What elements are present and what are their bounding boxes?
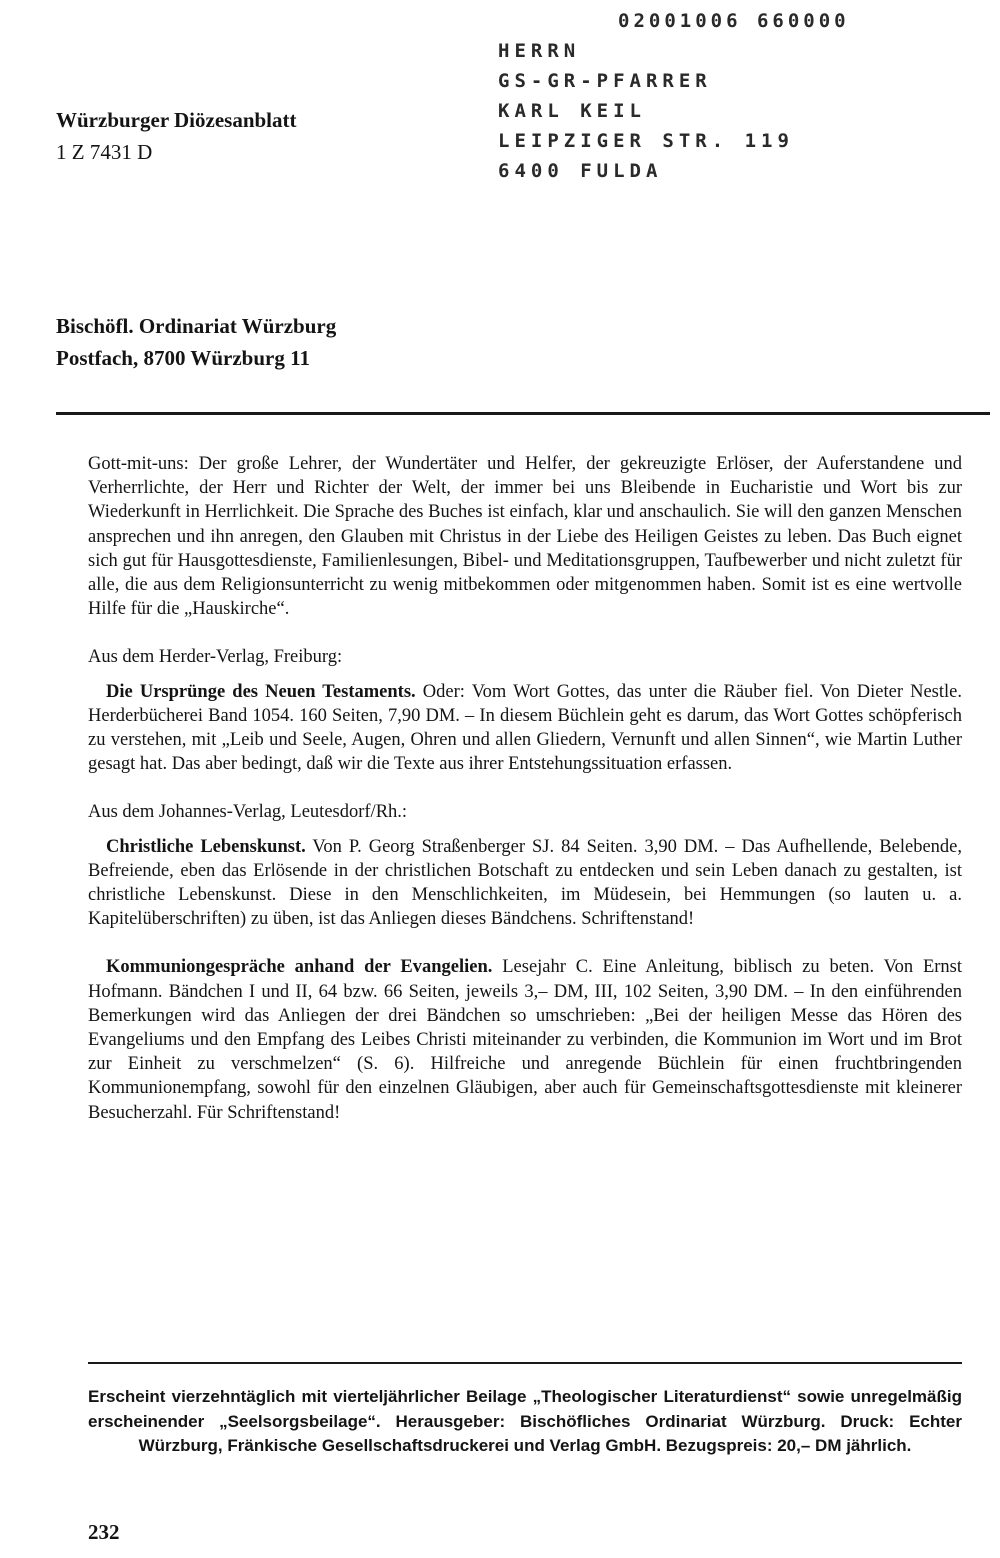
book-review-2 xyxy=(88,835,962,932)
book-text-1: Oder: Vom Wort Gottes, das unter die Räuber fiel. Von Dieter Nestle. Herderbücherei Band 1054. 160 Seiten, 7,90 DM. – In diesem Büchlein geht es darum, das Wort Gottes schöpferisch zu verstehen, mit „Leib und Seele, Augen, Ohren und allen Gliedern, Vernunft und allen Sinnen“, wie Martin Luther gesagt hat. Das aber bedingt, daß wir die Texte aus ihrer Entstehungssituation erfassen. xyxy=(88,681,962,775)
body-text xyxy=(88,452,962,1149)
page-number: 232 xyxy=(88,1520,120,1544)
sender-line-2: Postfach, 8700 Würzburg 11 xyxy=(56,346,310,370)
book-review-1 xyxy=(88,680,962,777)
address-line-4: LEIPZIGER STR. 119 xyxy=(498,130,794,152)
address-line-1: HERRN xyxy=(498,40,581,62)
publication-header xyxy=(56,104,297,168)
address-line-3: KARL KEIL xyxy=(498,100,646,122)
book-review-3 xyxy=(88,955,962,1124)
intro-paragraph: Gott-mit-uns: Der große Lehrer, der Wundertäter und Helfer, der gekreuzigte Erlöser, der Auferstandene und Verherrlichte, der Herr und Richter der Welt, der immer bei uns Bleibende in Eucharistie und Wort bis zur Wiederkunft in Herrlichkeit. Die Sprache des Buches ist einfach, klar und anschaulich. Sie will den ganzen Menschen ansprechen und ihn anregen, den Glauben mit Christus in der Liebe des Heiligen Geistes zu leben. Das Buch eignet sich gut für Hausgottesdienste, Familienlesungen, Bibel- und Meditationsgruppen, Taufbewerber und nicht zuletzt für alle, die aus dem Religionsunterricht zu wenig mitbekommen oder mitgenommen haben. Somit ist es eine wertvolle Hilfe für die „Hauskirche“. xyxy=(88,454,962,620)
book-text-3: Lesejahr C. Eine Anleitung, biblisch zu beten. Von Ernst Hofmann. Bändchen I und II, 64 bzw. 66 Seiten, jeweils 3,– DM, III, 102 Seiten, 3,90 DM. – In den einführenden Bemerkungen wird das Anliegen der drei Bändchen so umschrieben: „Bei der heiligen Messe das Hören des Evangeliums und den Empfang des Leibes Christi miteinander zu verbinden, die Kommunion im Wort und im Brot zur Einheit zu verschmelzen“ (S. 6). Hilfreiche und anregende Büchlein für einen fruchtbringenden Kommunionempfang, sowohl für den einzelnen Gläubigen, aber auch für Gemeinschaftsgottesdienste mit kleinerer Besucherzahl. Für Schriftenstand! xyxy=(88,957,962,1123)
address-code-line: 02001006 660000 xyxy=(618,10,850,32)
book-text-2: Von P. Georg Straßenberger SJ. 84 Seiten. 3,90 DM. – Das Aufhellende, Belebende, Befreiende, eben das Erlösende in der christlichen Botschaft zu entdecken und sein Leben danach zu gestalten, ist christliche Lebenskunst. Diese in den Menschlichkeiten, im Müdesein, bei Hemmungen (so lauten u. a. Kapitelüberschriften) zu üben, ist das Anliegen dieses Bändchens. Schriftenstand! xyxy=(88,836,962,930)
book-title-1: Die Ursprünge des Neuen Testaments. xyxy=(106,681,416,702)
sender-address xyxy=(56,310,336,374)
book-title-2: Christliche Lebenskunst. xyxy=(106,836,306,857)
publisher-heading-herder: Aus dem Herder-Verlag, Freiburg: xyxy=(88,647,343,668)
publication-title: Würzburger Diözesanblatt xyxy=(56,108,297,132)
publisher-heading-johannes: Aus dem Johannes-Verlag, Leutesdorf/Rh.: xyxy=(88,802,408,823)
publication-code: 1 Z 7431 D xyxy=(56,140,153,164)
sender-line-1: Bischöfl. Ordinariat Würzburg xyxy=(56,314,337,338)
address-label xyxy=(498,6,850,186)
bottom-divider xyxy=(88,1362,962,1364)
top-divider xyxy=(56,412,990,415)
address-line-2: GS-GR-PFARRER xyxy=(498,70,712,92)
address-line-5: 6400 FULDA xyxy=(498,160,663,182)
publication-footer-note: Erscheint vierzehntäglich mit vierteljährlicher Beilage „Theologischer Literaturdienst“ sowie unregelmäßig erscheinender „Seelsorgsbeilage“. Herausgeber: Bischöfliches Ordinariat Würzburg. Druck: Echter Würzburg, Fränkische Gesellschaftsdruckerei und Verlag GmbH. Bezugspreis: 20,– DM jährlich. xyxy=(88,1387,962,1455)
book-title-3: Kommuniongespräche anhand der Evangelien. xyxy=(106,957,493,978)
